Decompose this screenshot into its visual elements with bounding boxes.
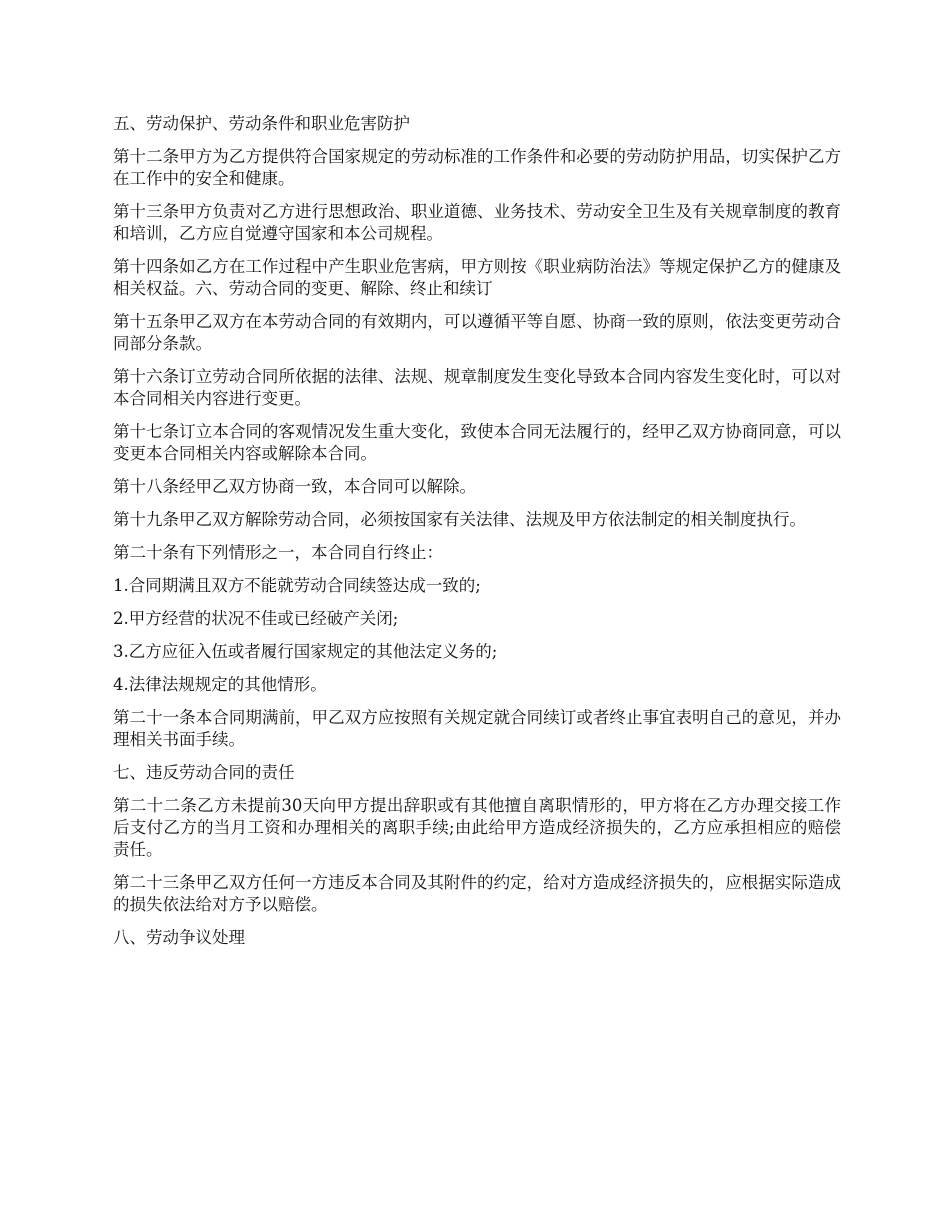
list-item-2: 2.甲方经营的状况不佳或已经破产关闭; [113, 609, 399, 628]
article-16: 第十六条订立劳动合同所依据的法律、法规、规章制度发生变化导致本合同内容发生变化时，可以对本合同相关内容进行变更。 [113, 367, 841, 408]
article-17: 第十七条订立本合同的客观情况发生重大变化，致使本合同无法履行的，经甲乙双方协商同意，可以变更本合同相关内容或解除本合同。 [113, 422, 841, 463]
section-heading-dispute: 八、劳动争议处理 [113, 928, 245, 947]
article-14: 第十四条如乙方在工作过程中产生职业危害病，甲方则按《职业病防治法》等规定保护乙方的健康及相关权益。六、劳动合同的变更、解除、终止和续订 [113, 257, 841, 298]
article-23: 第二十三条甲乙双方任何一方违反本合同及其附件的约定，给对方造成经济损失的，应根据实际造成的损失依法给对方予以赔偿。 [113, 873, 841, 914]
section-heading-labor-protection: 五、劳动保护、劳动条件和职业危害防护 [113, 114, 410, 133]
article-22: 第二十二条乙方未提前30天向甲方提出辞职或有其他擅自离职情形的，甲方将在乙方办理交接工作后支付乙方的当月工资和办理相关的离职手续;由此给甲方造成经济损失的，乙方应承担相应的赔偿责任。 [113, 796, 841, 859]
list-item-3: 3.乙方应征入伍或者履行国家规定的其他法定义务的; [113, 642, 498, 661]
article-12: 第十二条甲方为乙方提供符合国家规定的劳动标准的工作条件和必要的劳动防护用品，切实保护乙方在工作中的安全和健康。 [113, 147, 841, 188]
article-15: 第十五条甲乙双方在本劳动合同的有效期内，可以遵循平等自愿、协商一致的原则，依法变更劳动合同部分条款。 [113, 312, 841, 353]
article-19: 第十九条甲乙双方解除劳动合同，必须按国家有关法律、法规及甲方依法制定的相关制度执行。 [113, 510, 806, 529]
article-13: 第十三条甲方负责对乙方进行思想政治、职业道德、业务技术、劳动安全卫生及有关规章制度的教育和培训，乙方应自觉遵守国家和本公司规程。 [113, 202, 841, 243]
section-heading-liability: 七、违反劳动合同的责任 [113, 763, 295, 782]
list-item-1: 1.合同期满且双方不能就劳动合同续签达成一致的; [113, 576, 481, 595]
article-21: 第二十一条本合同期满前，甲乙双方应按照有关规定就合同续订或者终止事宜表明自己的意见，并办理相关书面手续。 [113, 708, 841, 749]
article-20: 第二十条有下列情形之一，本合同自行终止： [113, 543, 443, 562]
document-page [113, 113, 841, 960]
list-item-4: 4.法律法规规定的其他情形。 [113, 675, 327, 694]
article-18: 第十八条经甲乙双方协商一致，本合同可以解除。 [113, 477, 476, 496]
